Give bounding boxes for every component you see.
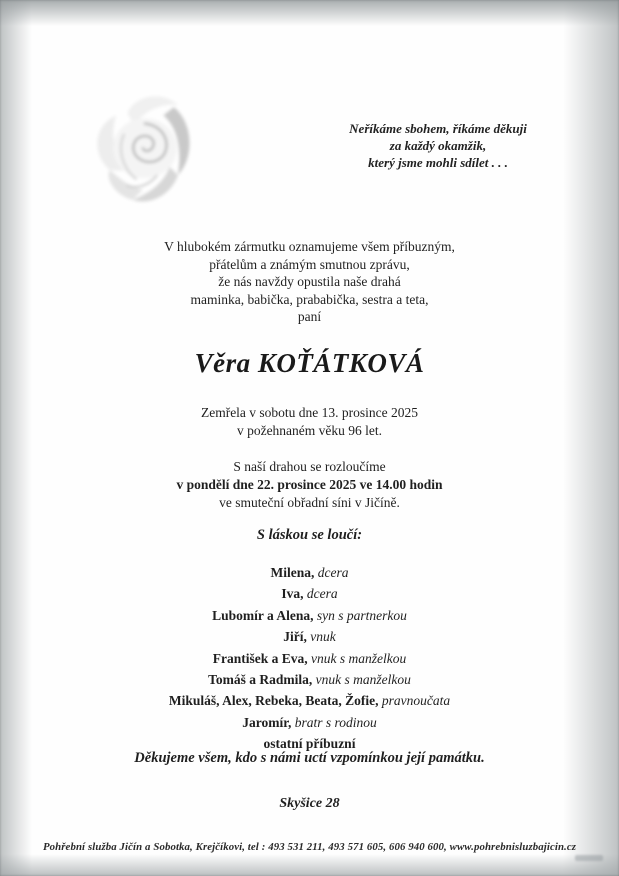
ceremony-datetime: v pondělí dne 22. prosince 2025 ve 14.00 hodin <box>176 477 443 492</box>
print-code-mark <box>575 855 603 861</box>
mourner-row <box>0 626 619 647</box>
motto-quote <box>338 120 538 171</box>
mourner-names: ostatní příbuzní <box>263 736 356 752</box>
mourner-names: Jiří, <box>283 629 307 645</box>
mourner-relation: dcera <box>314 565 349 580</box>
ceremony-info <box>0 458 619 512</box>
mourner-row <box>0 712 619 733</box>
mourner-row <box>0 562 619 583</box>
funeral-service-footer: Pohřební služba Jičín a Sobotka, Krejčíkovi, tel : 493 531 211, 493 571 605, 606 940 600, www.pohrebnisluzbajicin.cz <box>42 841 577 853</box>
mourner-names: František a Eva, <box>212 650 308 666</box>
mourner-row <box>0 690 619 711</box>
mourner-names: Milena, <box>270 565 315 580</box>
motto-line: za každý okamžik, <box>389 138 487 153</box>
mourner-relation: syn s partnerkou <box>313 607 407 623</box>
mourners-heading: S láskou se loučí: <box>256 527 363 543</box>
mourner-names: Mikuláš, Alex, Rebeka, Beata, Žofie, <box>168 693 379 709</box>
mourner-row <box>0 605 619 626</box>
deceased-name: Věra KOŤÁTKOVÁ <box>194 348 425 378</box>
announcement-line: V hlubokém zármutku oznamujeme všem příbuzným, <box>164 239 455 254</box>
mourner-relation: pravnoučata <box>378 693 451 709</box>
mourner-row <box>0 583 619 604</box>
announcement-text <box>0 238 619 326</box>
death-date-text <box>0 404 619 439</box>
announcement-line: maminka, babička, prababička, sestra a teta, <box>190 291 429 307</box>
mourner-row <box>0 669 619 690</box>
motto-line: který jsme mohli sdílet . . . <box>368 155 508 170</box>
mourners-list <box>0 562 619 755</box>
ceremony-line: S naší drahou se rozloučíme <box>233 459 386 474</box>
mourner-row <box>0 648 619 669</box>
announcement-line: přátelům a známým smutnou zprávu, <box>209 256 410 272</box>
mourner-relation: vnuk s manželkou <box>307 650 407 666</box>
mourner-relation: dcera <box>303 586 338 602</box>
announcement-line: že nás navždy opustila naše drahá <box>218 274 401 289</box>
mourner-relation: bratr s rodinou <box>291 714 377 730</box>
white-rose-image <box>68 72 228 237</box>
mourner-relation: vnuk <box>306 629 336 645</box>
mourner-names: Jaromír, <box>242 714 292 730</box>
motto-line: Neříkáme sbohem, říkáme děkuji <box>349 121 527 136</box>
place-text: Skyšice 28 <box>279 796 340 811</box>
mourner-relation: vnuk s manželkou <box>312 672 411 688</box>
mourner-names: Lubomír a Alena, <box>212 607 314 623</box>
ceremony-place: ve smuteční obřadní síni v Jičíně. <box>219 495 400 510</box>
death-date-line: v požehnaném věku 96 let. <box>236 422 383 438</box>
mourner-names: Iva, <box>281 586 304 602</box>
thanks-text: Děkujeme všem, kdo s námi uctí vzpomínkou její památku. <box>134 750 485 766</box>
mourner-names: Tomáš a Radmila, <box>208 672 313 688</box>
death-date-line: Zemřela v sobotu dne 13. prosince 2025 <box>200 405 419 420</box>
announcement-line: paní <box>297 309 322 324</box>
